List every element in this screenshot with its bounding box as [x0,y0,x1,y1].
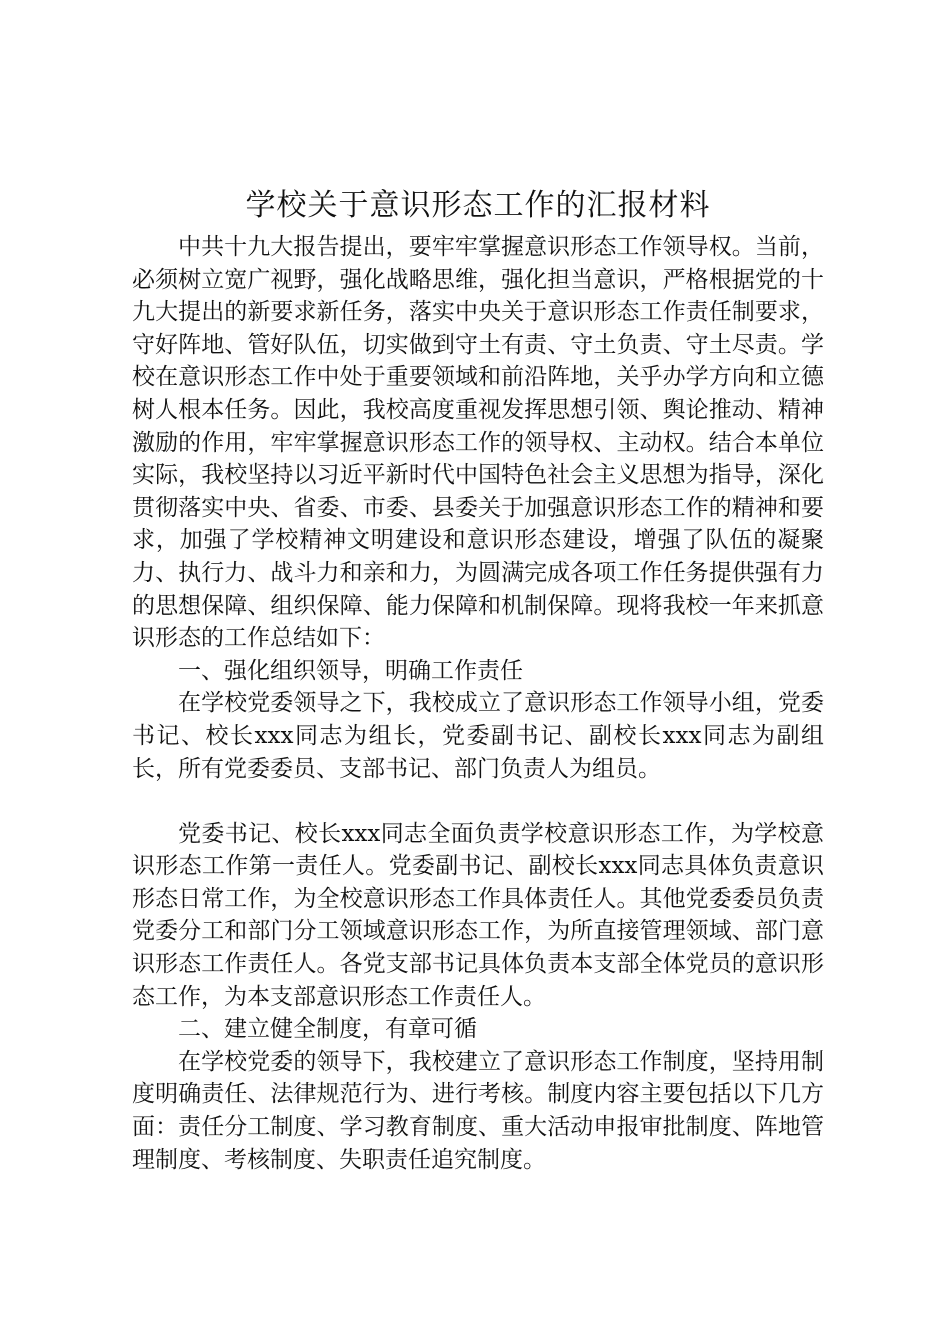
section-1-paragraph-1: 在学校党委领导之下，我校成立了意识形态工作领导小组，党委书记、校长xxx同志为组长，党委副书记、副校长xxx同志为副组长，所有党委委员、支部书记、部门负责人为组员。 [132,690,824,782]
document-title: 学校关于意识形态工作的汇报材料 [245,188,711,223]
section-1-paragraph-2: 党委书记、校长xxx同志全面负责学校意识形态工作，为学校意识形态工作第一责任人。党委副书记、副校长xxx同志具体负责意识形态日常工作，为全校意识形态工作具体责任人。其他党委委员负责党委分工和部门分工领域意识形态工作，为所直接管理领域、部门意识形态工作责任人。各党支部书记具体负责本支部全体党员的意识形态工作，为本支部意识形态工作责任人。 [132,820,824,1010]
document-page [132,183,824,1176]
intro-paragraph: 中共十九大报告提出，要牢牢掌握意识形态工作领导权。当前，必须树立宽广视野，强化战略思维，强化担当意识，严格根据党的十九大提出的新要求新任务，落实中央关于意识形态工作责任制要求，守好阵地、管好队伍，切实做到守土有责、守土负责、守土尽责。学校在意识形态工作中处于重要领域和前沿阵地，关乎办学方向和立德树人根本任务。因此，我校高度重视发挥思想引领、舆论推动、精神激励的作用，牢牢掌握意识形态工作的领导权、主动权。结合本单位实际，我校坚持以习近平新时代中国特色社会主义思想为指导，深化贯彻落实中央、省委、市委、县委关于加强意识形态工作的精神和要求，加强了学校精神文明建设和意识形态建设，增强了队伍的凝聚力、执行力、战斗力和亲和力，为圆满完成各项工作任务提供强有力的思想保障、组织保障、能力保障和机制保障。现将我校一年来抓意识形态的工作总结如下： [132,234,824,652]
blank-line [132,785,824,818]
section-2-paragraph-1: 在学校党委的领导下，我校建立了意识形态工作制度，坚持用制度明确责任、法律规范行为、进行考核。制度内容主要包括以下几方面：责任分工制度、学习教育制度、重大活动申报审批制度、阵地管理制度、考核制度、失职责任追究制度。 [132,1048,824,1173]
section-heading-2: 二、建立健全制度，有章可循 [178,1016,477,1043]
section-heading-1: 一、强化组织领导，明确工作责任 [178,657,523,684]
